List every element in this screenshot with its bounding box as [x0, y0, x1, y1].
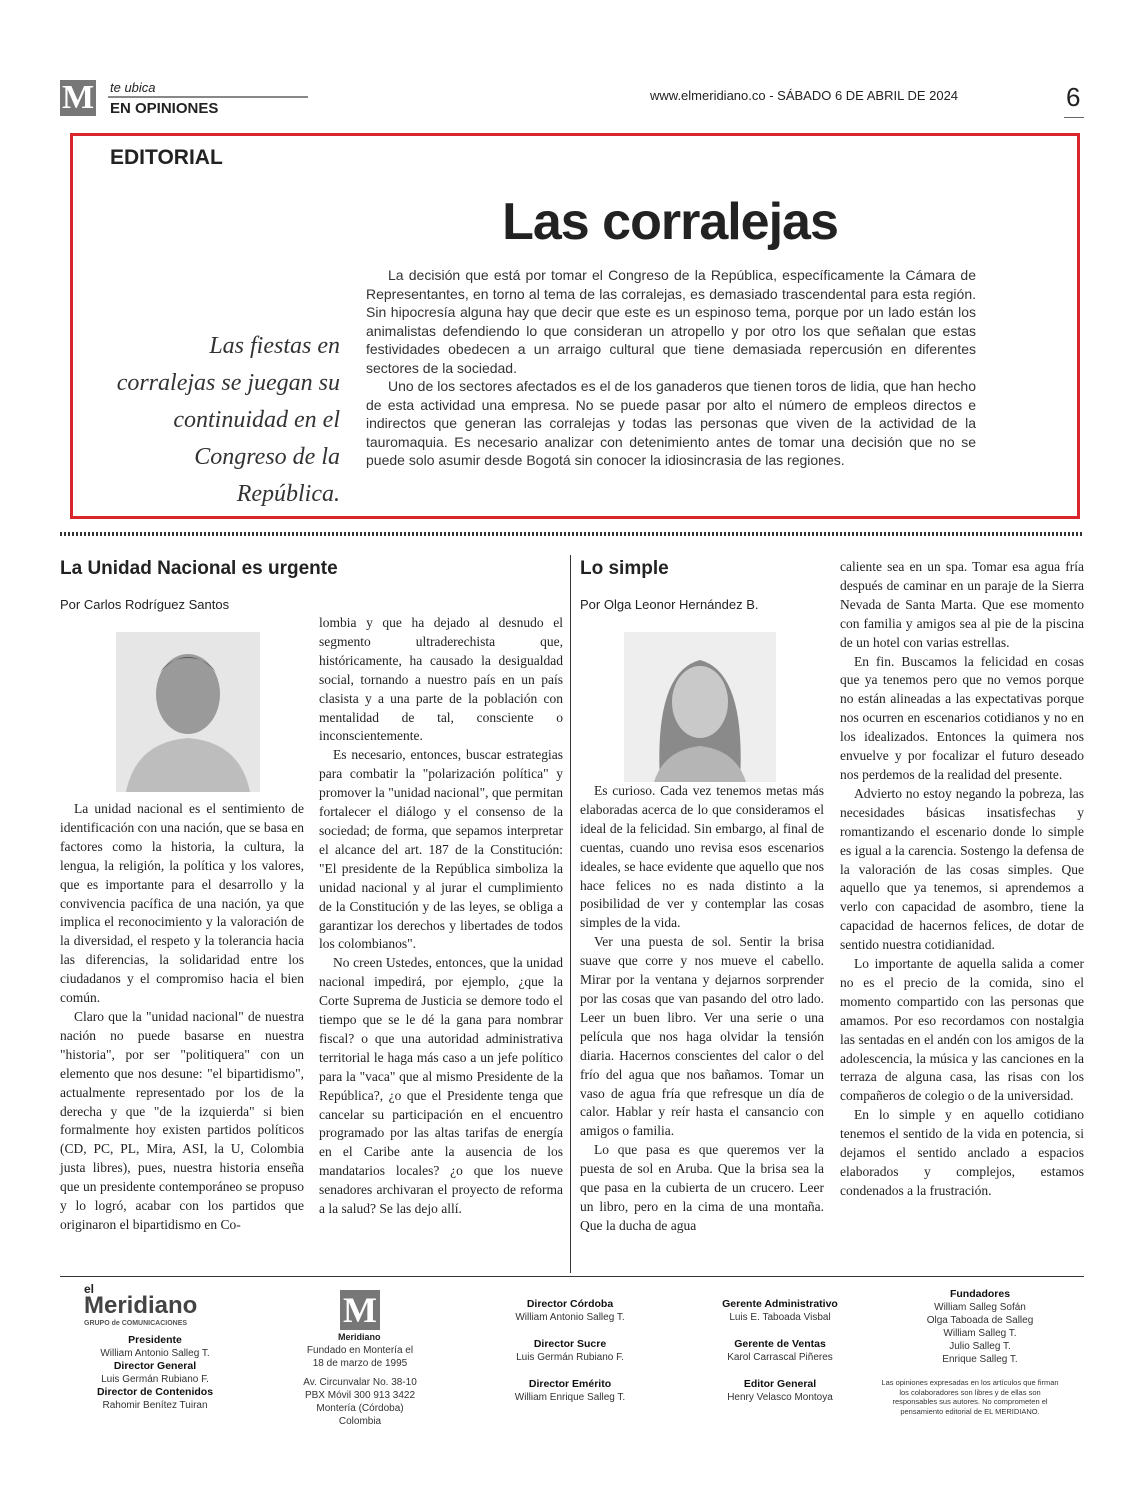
paragraph: lombia y que ha dejado al desnudo el segmento ultraderechista que, históricamente, ha causado la desigualdad social, tornando a nuestro país en un país clasista y a una parte de la población con mentalidad de tal, consciente o inconscientemente.: [319, 615, 563, 744]
name: William Antonio Salleg T.: [515, 1312, 625, 1323]
name: Julio Salleg T.: [949, 1341, 1011, 1352]
footer-directors: [490, 1298, 650, 1404]
name: Rahomir Benítez Tuiran: [102, 1400, 208, 1411]
page-number: 6: [1066, 82, 1081, 112]
byline: Por Carlos Rodríguez Santos: [60, 597, 230, 612]
editorial-title: Las corralejas: [502, 193, 838, 251]
name: Enrique Salleg T.: [942, 1354, 1018, 1365]
paragraph: Claro que la "unidad nacional" de nuestra nación no puede basarse en nuestra "historia", por ser "politiquera" con un elemento que nos desune: "el bipartidismo", actualmente representado por los de la derecha y que "de la izquierda" si bien formalmente hoy existen partidos políticos (CD, PC, PL, Mira, ASI, la U, Colombia justa libres), pues, nuestra historia enseña que un presidente contemporáneo se propuso y lo logró, acabar con los partidos que originaron el bipartidismo en Co-: [60, 1008, 304, 1232]
name: Olga Taboada de Salleg: [926, 1315, 1034, 1326]
section-title: EN OPINIONES: [110, 100, 219, 117]
article-column: [840, 558, 1084, 1201]
label: Director Emérito: [528, 1378, 612, 1390]
fundado: Fundado en Montería el 18 de marzo de 1995: [306, 1345, 414, 1369]
pull-quote: Las fiestas en corralejas se juegan su continuidad en el Congreso de la República.: [116, 333, 340, 507]
label: Editor General: [743, 1378, 817, 1390]
paragraph: Es necesario, entonces, buscar estrategias para combatir la "polarización política" y promover la "unidad nacional", que permitan fortalecer el diálogo y el consenso de la sociedad; de forma, que sepamos interpretar el alcance del art. 187 de la Constitución: "El presidente de la República simboliza la unidad nacional y al jurar el cumplimiento de la Constitución y de las leyes, se obliga a garantizar los derechos y libertades de todos los colombianos".: [319, 747, 563, 952]
person-icon: [624, 632, 776, 782]
person-icon: [116, 632, 260, 792]
tagline: te ubica: [110, 80, 156, 95]
dateline: www.elmeridiano.co - SÁBADO 6 DE ABRIL DE 2024: [650, 88, 959, 103]
paragraph: No creen Ustedes, entonces, que la unidad nacional impedirá, por ejemplo, ¿que la Corte Suprema de Justicia se demore todo el tiempo que se le dé la gana para nombrar fiscal? o que una autoridad administrativa territorial le haga más caso a un jefe político para la "vaca" que al mismo Presidente de la República?, ¿o que el Presidente tenga que cancelar su participación en el encuentro programado por las altas tarifas de energía en el Caribe ante la ausencia de los mandatarios locales? ¿o que los nueve senadores archivaran el proyecto de reforma a la salud? Se las dejo allí.: [319, 955, 563, 1217]
column-divider: [570, 555, 571, 1273]
name: William Salleg Sofán: [934, 1302, 1026, 1313]
article-title: La Unidad Nacional es urgente: [60, 558, 338, 579]
label: Director de Contenidos: [96, 1386, 214, 1398]
name: Luis E. Taboada Visbal: [729, 1312, 831, 1323]
name: William Antonio Salleg T.: [100, 1348, 210, 1359]
paragraph: En lo simple y en aquello cotidiano tenemos el sentido de la vida en potencia, si dejamos el sentido anclado a espacios elaborados y complejos, estamos condenados a la frustración.: [840, 1107, 1084, 1198]
label: Director Sucre: [533, 1338, 607, 1350]
logo-m-icon: M: [61, 79, 95, 116]
footer-managers: [700, 1298, 860, 1404]
label: Director General: [113, 1360, 197, 1372]
name: William Enrique Salleg T.: [514, 1392, 626, 1403]
paragraph: Lo importante de aquella salida a comer no es el precio de la comida, sino el momento compartido con las personas que amamos. Por eso recordamos con nostalgia las sentadas en el andén con los amigos de la adolescencia, la música y las canciones en la terraza de alguna casa, las risas con los compañeros de colegio o de la universidad.: [840, 956, 1084, 1104]
paragraph: Lo que pasa es que queremos ver la puesta de sol en Aruba. Que la brisa sea la que pasa en la cubierta de un crucero. Leer un libro, pero en la cima de una montaña. Que la ducha de agua: [580, 1142, 824, 1233]
brand-name: Meridiano: [84, 1292, 198, 1319]
brand-logo: [84, 1282, 197, 1327]
paragraph: Uno de los sectores afectados es el de los ganaderos que tienen toros de lidia, que han hecho de esta actividad una empresa. No se puede pasar por alto el número de empleos directos e indirectos que generan las corralejas y todas las personas que viven de la actividad de la tauromaquia. Es necesario analizar con detenimiento antes de tomar una decisión que no se puede solo asumir desde Bogotá sin conocer la idiosincrasia de las regiones.: [366, 378, 976, 468]
divider: [108, 96, 308, 98]
article-title: Lo simple: [580, 558, 669, 579]
divider: [1064, 117, 1084, 118]
paragraph: La decisión que está por tomar el Congreso de la República, específicamente la Cámara de Representantes, en torno al tema de las corralejas, es demasiado trascendental para esta región. Sin hipocresía alguna hay que decir que este es un espinoso tema, porque por un lado están los animalistas defendiendo lo que consideran un atropello y por otro los que señalan que estas festividades obedecen a un arraigo cultural que tiene demasiada repercusión en diferentes sectores de la sociedad.: [366, 267, 976, 376]
editorial-body: [366, 266, 976, 470]
dotted-divider: [60, 532, 1084, 536]
logo-m-icon: M: [340, 1290, 380, 1330]
article-column: [580, 782, 824, 1236]
disclaimer: Las opiniones expresadas en los artículos que firman los colaboradores son libres y de ellas son responsables sus autores. No comprometen el pensamiento editorial de EL MERIDIANO.: [881, 1378, 1059, 1416]
label: Director Córdoba: [526, 1298, 614, 1310]
label: Gerente de Ventas: [734, 1338, 826, 1350]
footer-staff: [70, 1334, 240, 1412]
footer-founders: [890, 1288, 1070, 1366]
author-photo: [116, 632, 260, 792]
name: Luis Germán Rubiano F.: [101, 1374, 209, 1385]
address: Av. Circunvalar No. 38-10 PBX Móvil 300 913 3422 Montería (Córdoba) Colombia: [303, 1377, 417, 1427]
byline: Por Olga Leonor Hernández B.: [580, 597, 759, 612]
paragraph: Es curioso. Cada vez tenemos metas más elaboradas acerca de lo que consideramos el ideal de la felicidad. Sin embargo, al final de cuentas, cuando uno revisa esos escenarios ideales, se hace evidente que aquello que nos hace felices no es nada distinto a la posibilidad de ver y contemplar las cosas simples de la vida.: [580, 783, 824, 931]
name: William Salleg T.: [943, 1328, 1017, 1339]
footer-founded: [300, 1344, 420, 1428]
author-photo: [624, 632, 776, 782]
label: Gerente Administrativo: [722, 1298, 838, 1310]
name: Henry Velasco Montoya: [727, 1392, 833, 1403]
editorial-label: EDITORIAL: [110, 146, 223, 169]
article-column: [319, 614, 563, 1219]
paragraph: caliente sea en un spa. Tomar esa agua fría después de caminar en un paraje de la Sierra Nevada de Santa Marta. Que ese momento con familia y amigos sea al pie de la piscina de un hotel con varias estrellas.: [840, 559, 1084, 650]
brand-group: GRUPO de COMUNICACIONES: [84, 1320, 188, 1327]
paragraph: La unidad nacional es el sentimiento de identificación con una nación, que se basa en factores como la historia, la cultura, la lengua, la religión, la política y los valores, que es importante para el desarrollo y la convivencia pacífica de una nación, ya que implica el reconocimiento y la valoración de la diversidad, el respeto y la tolerancia hacia las diferencias, la solidaridad entre los ciudadanos y el compromiso hacia el bien común.: [60, 801, 304, 1006]
brand-el: el: [84, 1282, 95, 1296]
name: Karol Carrascal Piñeres: [727, 1352, 833, 1363]
label: Presidente: [128, 1334, 182, 1346]
paragraph: En fin. Buscamos la felicidad en cosas que ya tenemos pero que no vemos porque no están alineadas a las expectativas porque nos ocurren en escenarios cotidianos y no en los idealizados. Entonces la quimera nos envuelve y por focalizar el futuro deseado nos perdemos de la realidad del presente.: [840, 653, 1084, 782]
article-column: [60, 800, 304, 1235]
footer-divider: [60, 1276, 1084, 1277]
label: Fundadores: [949, 1288, 1011, 1300]
logo-caption: Meridiano: [338, 1332, 381, 1342]
paragraph: Ver una puesta de sol. Sentir la brisa suave que corre y nos mueve el cabello. Mirar por la ventana y dejarnos sorprender por las cosas que van pasando del otro lado. Leer un buen libro. Ver una serie o una película que nos haga olvidar la tensión diaria. Hacernos conscientes del calor o del frío del agua que nos bañamos. Tomar un vaso de agua fría que refresque un día de calor. Hablar y reír hasta el cansancio con amigos o familia.: [580, 934, 824, 1139]
name: Luis Germán Rubiano F.: [516, 1352, 624, 1363]
paragraph: Advierto no estoy negando la pobreza, las necesidades básicas insatisfechas y romantizando el escenario donde lo simple es igual a la carencia. Sostengo la defensa de la valoración de las cosas simples. Que aquello que ya tenemos, si aprendemos a verlo con capacidad de asombro, tiene la capacidad de hacernos felices, de dotar de sentido nuestra cotidianidad.: [840, 785, 1084, 953]
